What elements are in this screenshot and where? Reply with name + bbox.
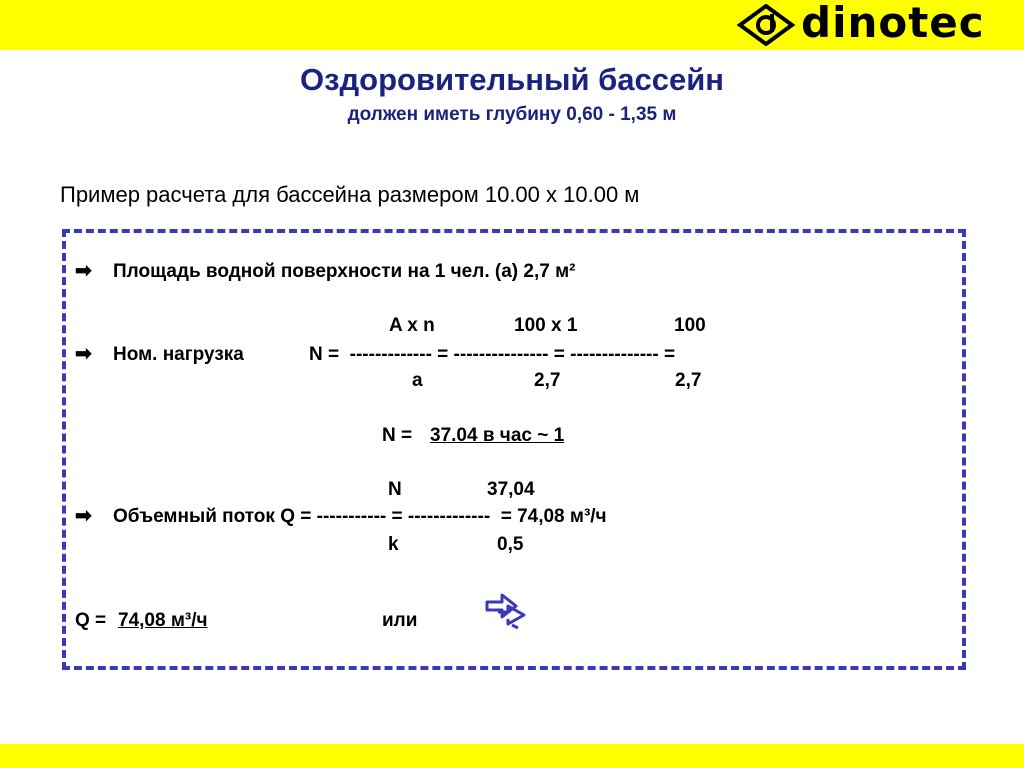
n-denominator-1: a <box>412 370 423 391</box>
nominal-load-label: Ном. нагрузка <box>113 344 244 365</box>
n-denominator-2: 2,7 <box>534 370 561 391</box>
logo-text: dinotec <box>801 0 985 47</box>
right-arrow-icon: ➡ <box>75 343 92 365</box>
n-result-prefix: N = <box>382 425 418 446</box>
n-equation: N = ------------- = --------------- = -------------- = <box>309 344 676 365</box>
n-numerator-3: 100 <box>674 315 706 336</box>
next-arrow-icon[interactable] <box>484 592 530 630</box>
n-numerator-1: A x n <box>389 315 435 336</box>
volume-flow-equation: Объемный поток Q = ----------- = ------------- = 74,08 м³/ч <box>113 506 607 527</box>
n-numerator-2: 100 x 1 <box>514 315 578 336</box>
bottom-yellow-bar <box>0 744 1024 768</box>
q-denominator-2: 0,5 <box>497 534 524 555</box>
q-final-prefix: Q = <box>75 610 112 631</box>
q-denominator-1: k <box>388 534 399 555</box>
n-denominator-3: 2,7 <box>675 370 702 391</box>
page-subtitle: должен иметь глубину 0,60 - 1,35 м <box>347 104 677 125</box>
q-final-value: 74,08 м³/ч <box>118 610 208 631</box>
q-numerator-1: N <box>388 479 402 500</box>
page-title: Оздоровительный бассейн <box>299 62 725 97</box>
water-area-text: Площадь водной поверхности на 1 чел. (а) 2,7 м² <box>113 261 576 282</box>
right-arrow-icon: ➡ <box>75 260 92 282</box>
dinotec-logo-icon <box>736 4 796 46</box>
right-arrow-icon: ➡ <box>75 505 92 527</box>
q-numerator-2: 37,04 <box>487 479 535 500</box>
or-text: или <box>382 610 418 631</box>
example-intro: Пример расчета для бассейна размером 10.00 х 10.00 м <box>60 182 640 207</box>
n-result-value: 37.04 в час ~ 1 <box>430 425 565 446</box>
